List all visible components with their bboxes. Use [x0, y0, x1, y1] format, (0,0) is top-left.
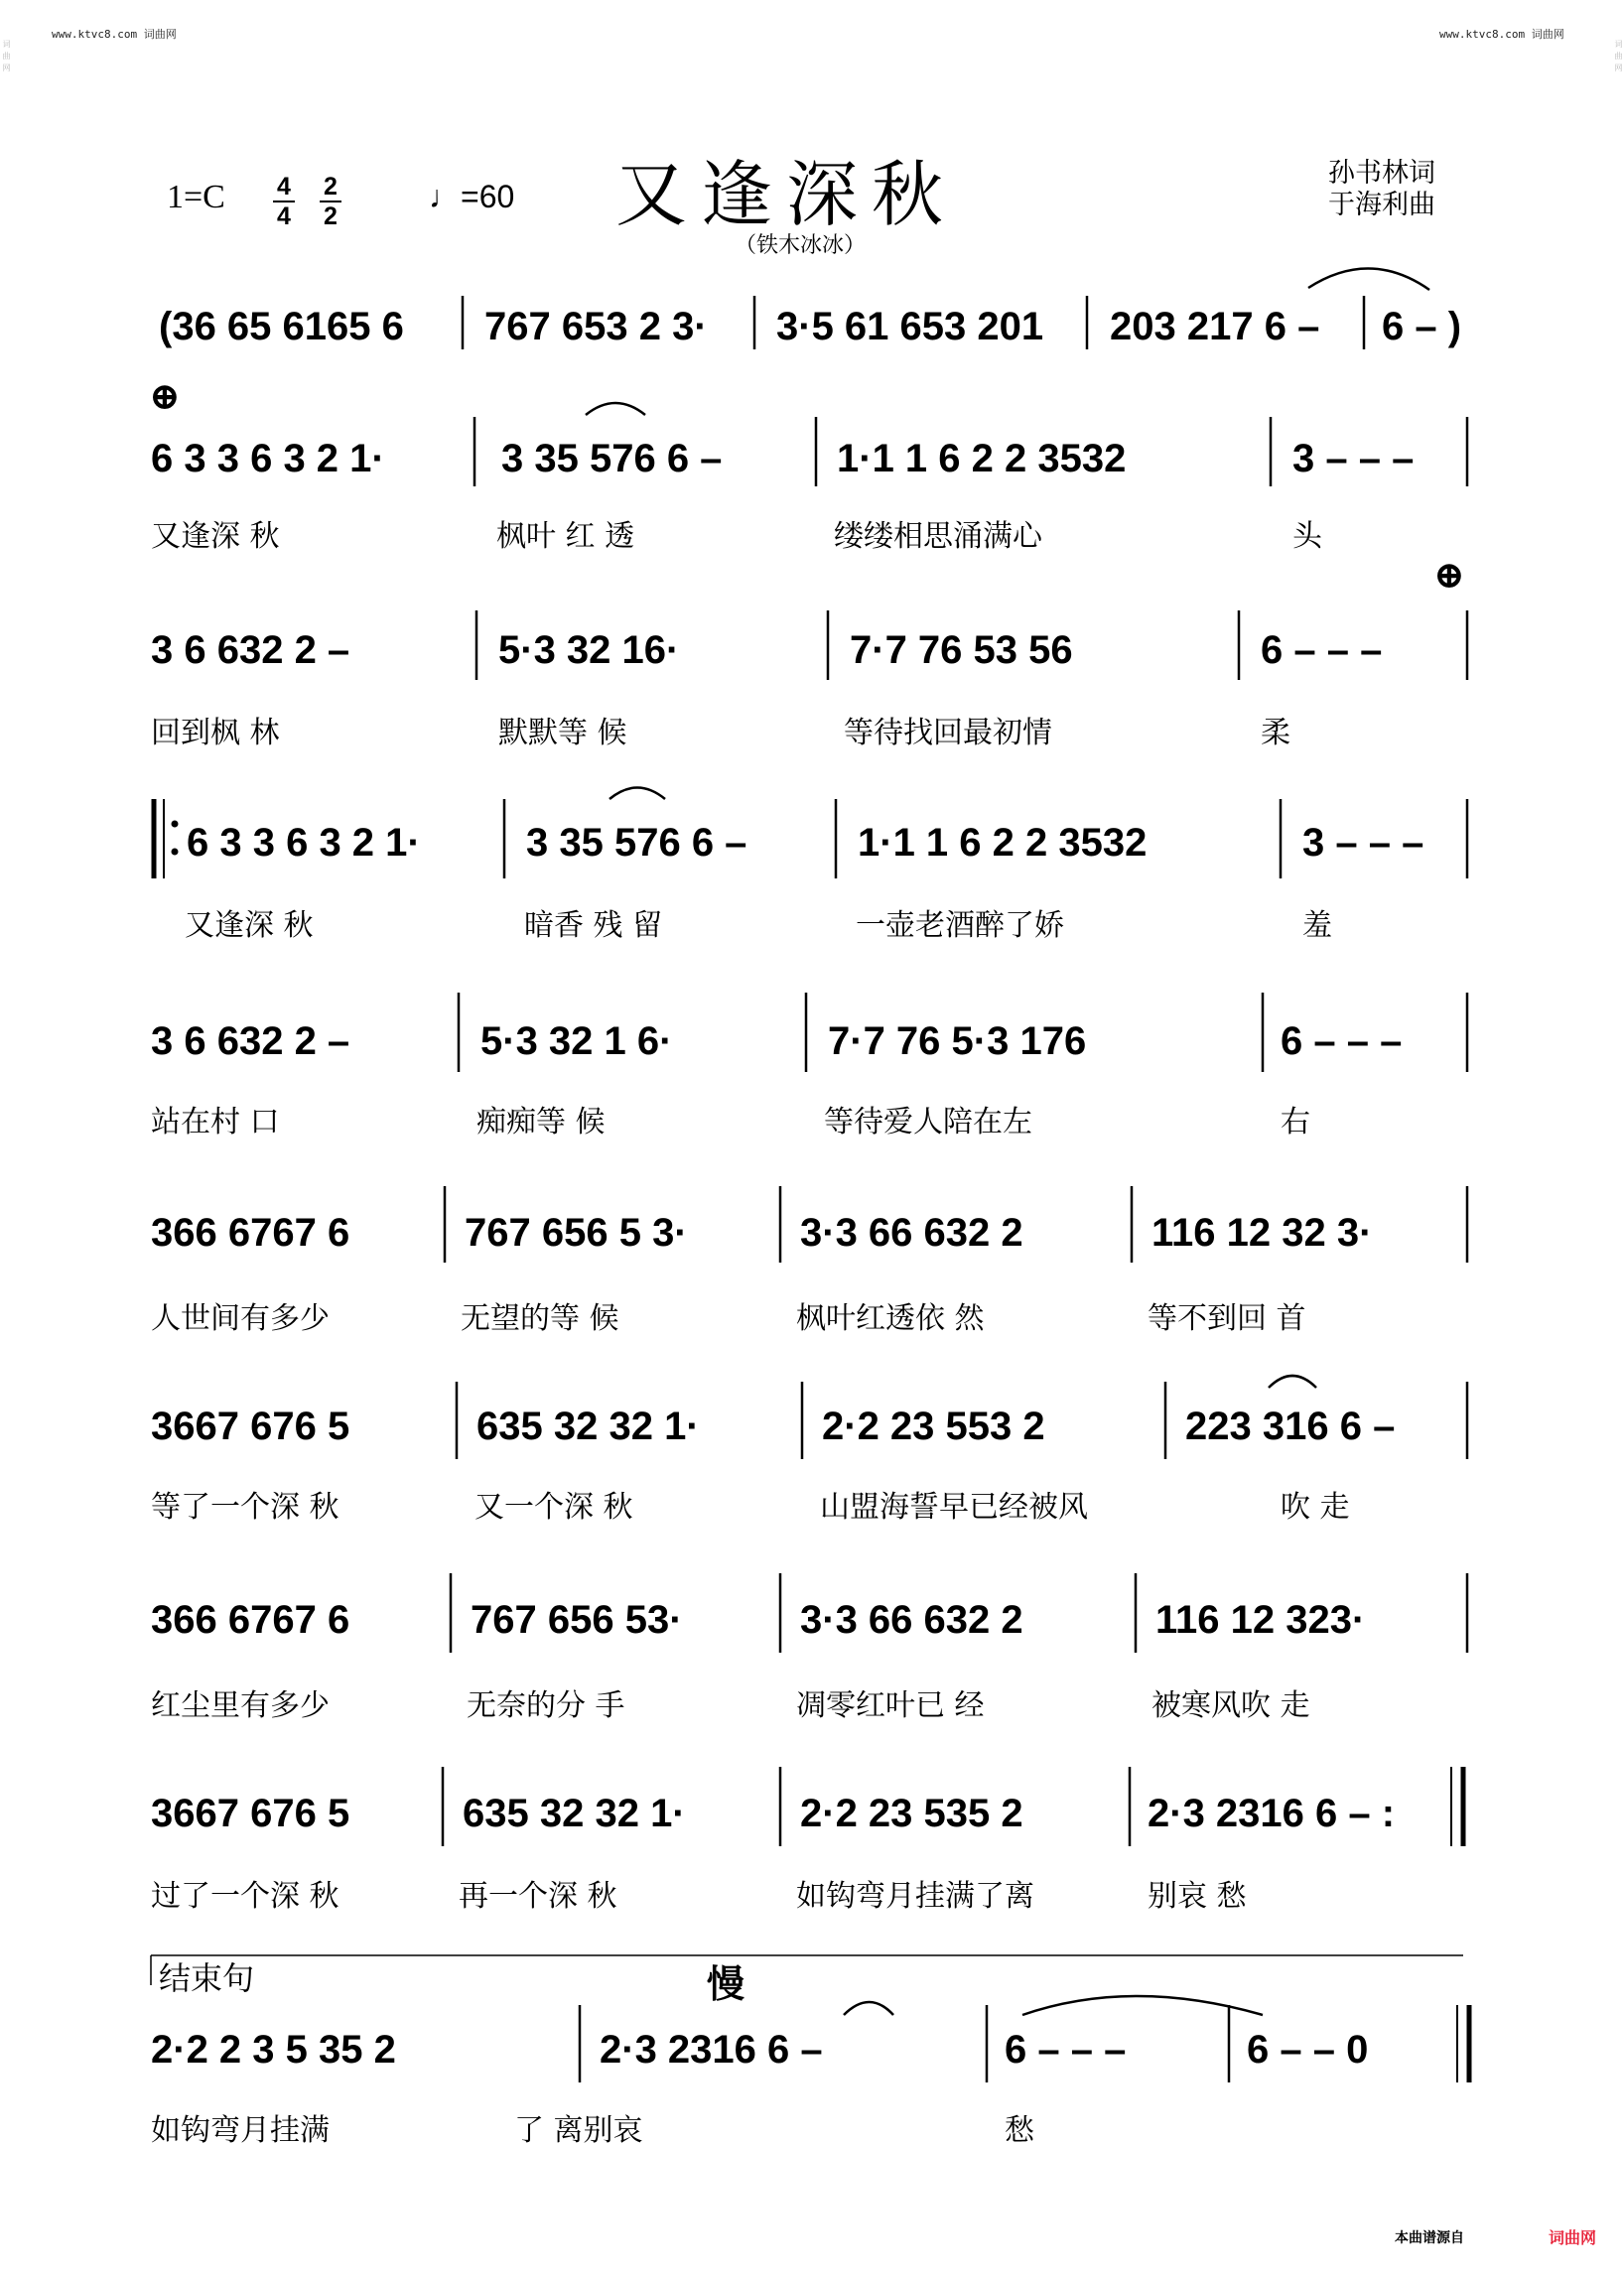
notes-measure: 767 656 5 3·: [465, 1211, 688, 1255]
lyrics-line: 无奈的分 手: [467, 1688, 625, 1723]
lyrics-line: 痴痴等 候: [476, 1105, 606, 1139]
footer-source-note: 本曲谱源自: [1395, 2230, 1464, 2246]
lyrics-line: 枫叶红透依 然: [796, 1301, 985, 1336]
notes-measure: 116 12 32 3·: [1151, 1211, 1373, 1255]
lyrics-line: 愁: [1005, 2113, 1034, 2148]
notes-measure: 223 316 6 –: [1185, 1405, 1396, 1448]
lyrics-line: 凋零红叶已 经: [796, 1688, 985, 1723]
tie-arc: [1308, 268, 1429, 290]
tempo-marking: ♩=60: [429, 179, 515, 214]
coda-sign: ⊕: [1433, 552, 1465, 597]
lyrics-line: 无望的等 候: [461, 1301, 619, 1336]
notes-measure: 2·3 2316 6 –: [600, 2028, 823, 2072]
notes-measure: 6 – – 0: [1247, 2028, 1369, 2072]
notes-measure: 1·1 1 6 2 2 3532: [837, 437, 1127, 480]
lyrics-line: 等待找回最初情: [844, 716, 1052, 750]
song-title: 又逢深秋: [615, 153, 958, 236]
system-7: [151, 1573, 1467, 1723]
system-1: [151, 403, 1467, 554]
lyrics-line: 暗香 残 留: [524, 908, 663, 943]
notes-measure: 5·3 32 16·: [498, 628, 680, 672]
lyrics-line: 人世间有多少: [151, 1301, 330, 1336]
notes-measure: 5·3 32 1 6·: [480, 1019, 673, 1063]
lyricist-credit: 孙书林词: [1328, 158, 1435, 189]
lyrics-line: 如钩弯月挂满: [151, 2113, 330, 2148]
notes-measure: 3667 676 5: [151, 1792, 350, 1835]
coda-sign: ⊕: [149, 373, 181, 418]
source-url-right[interactable]: www.ktvc8.com 词曲网: [1439, 28, 1564, 41]
notes-measure: 635 32 32 1·: [476, 1405, 700, 1448]
lyrics-line: 又逢深 秋: [151, 519, 280, 554]
notes-measure: 1·1 1 6 2 2 3532: [858, 821, 1148, 865]
notes-measure: 7·7 76 5·3 176: [828, 1019, 1087, 1063]
time-sig-2-numerator: 2: [324, 173, 338, 201]
notes-measure: 3667 676 5: [151, 1405, 350, 1448]
lyrics-line: 羞: [1302, 908, 1332, 943]
lyrics-line: 回到枫 林: [151, 716, 280, 750]
tie-arc: [586, 403, 645, 415]
tie-arc: [1022, 1996, 1263, 2015]
system-3: [154, 788, 1467, 944]
notes-measure: 6 3 3 6 3 2 1·: [187, 821, 421, 865]
notes-measure: 767 653 2 3·: [484, 305, 708, 348]
notes-measure: 2·3 2316 6 – :: [1148, 1792, 1396, 1835]
notes-measure: 3 35 576 6 –: [526, 821, 747, 865]
notes-measure: 3 – – –: [1292, 437, 1415, 480]
lyrics-line: 等了一个深 秋: [151, 1490, 339, 1525]
notes-measure: 203 217 6 –: [1110, 305, 1320, 348]
notes-measure: 6 – – –: [1005, 2028, 1127, 2072]
notes-measure: 366 6767 6: [151, 1211, 350, 1255]
notes-measure: 7·7 76 53 56: [850, 628, 1073, 672]
time-sig-2-denominator: 2: [324, 202, 338, 230]
lyrics-line: 又逢深 秋: [185, 908, 314, 943]
system-5: [151, 1186, 1467, 1336]
notes-measure: 6 – ): [1382, 305, 1462, 348]
song-subtitle: （铁木冰冰）: [735, 233, 867, 258]
lyrics-line: 枫叶 红 透: [496, 519, 635, 554]
lyrics-line: 吹 走: [1281, 1490, 1350, 1525]
side-watermark-left: 词曲网: [2, 40, 11, 75]
notes-measure: 3 6 632 2 –: [151, 628, 350, 672]
lyrics-line: 如钩弯月挂满了离: [796, 1879, 1034, 1914]
lyrics-line: 了 离别哀: [514, 2113, 643, 2148]
notes-measure: 3·3 66 632 2: [800, 1211, 1023, 1255]
lyrics-line: 等待爱人陪在左: [824, 1105, 1032, 1139]
notes-measure: 3·3 66 632 2: [800, 1598, 1023, 1642]
key-signature: 1=C: [167, 179, 225, 215]
notes-measure: 3 – – –: [1302, 821, 1424, 865]
tie-arc: [609, 788, 665, 800]
notes-measure: 2·2 23 535 2: [800, 1792, 1023, 1835]
lyrics-line: 别哀 愁: [1148, 1879, 1247, 1914]
notes-measure: 6 – – –: [1261, 628, 1383, 672]
lyrics-line: 右: [1281, 1105, 1310, 1139]
lyrics-line: 默默等 候: [498, 716, 627, 750]
system-intro: [159, 268, 1461, 349]
footer-logo[interactable]: 词曲网: [1549, 2228, 1597, 2247]
notes-measure: 366 6767 6: [151, 1598, 350, 1642]
ending-label: 结束句: [159, 1959, 255, 1997]
notes-measure: 3·5 61 653 201: [776, 305, 1044, 348]
system-9: [151, 1996, 1469, 2148]
tie-arc: [1269, 1376, 1316, 1388]
lyrics-line: 等不到回 首: [1148, 1301, 1306, 1336]
time-sig-1-denominator: 4: [277, 202, 291, 230]
lyrics-line: 山盟海誓早已经被风: [820, 1490, 1088, 1525]
lyrics-line: 柔: [1261, 716, 1290, 750]
notes-measure: 6 3 3 6 3 2 1·: [151, 437, 385, 480]
lyrics-line: 站在村 口: [151, 1105, 280, 1139]
notes-measure: 6 – – –: [1281, 1019, 1403, 1063]
system-6: [151, 1376, 1467, 1525]
notes-measure: 3 35 576 6 –: [501, 437, 723, 480]
lyrics-line: 被寒风吹 走: [1151, 1688, 1310, 1723]
system-8: [151, 1767, 1463, 1914]
notes-measure: 3 6 632 2 –: [151, 1019, 350, 1063]
composer-credit: 于海利曲: [1328, 190, 1435, 220]
notes-measure: 2·2 2 3 5 35 2: [151, 2028, 396, 2072]
notes-measure: (36 65 6165 6: [159, 305, 404, 348]
source-url-left[interactable]: www.ktvc8.com 词曲网: [52, 28, 177, 41]
lyrics-line: 头: [1292, 519, 1322, 554]
time-sig-1-numerator: 4: [277, 173, 291, 201]
slow-marking: 慢: [707, 1962, 745, 2006]
notes-measure: 116 12 323·: [1155, 1598, 1366, 1642]
lyrics-line: 过了一个深 秋: [151, 1879, 339, 1914]
notes-measure: 635 32 32 1·: [463, 1792, 686, 1835]
lyrics-line: 缕缕相思涌满心: [834, 519, 1042, 554]
side-watermark-right: 词曲网: [1614, 40, 1623, 75]
system-2: [151, 610, 1467, 750]
lyrics-line: 红尘里有多少: [151, 1688, 330, 1723]
notes-measure: 767 656 53·: [471, 1598, 683, 1642]
system-4: [151, 993, 1467, 1139]
lyrics-line: 又一个深 秋: [474, 1490, 633, 1525]
notes-measure: 2·2 23 553 2: [822, 1405, 1045, 1448]
lyrics-line: 再一个深 秋: [459, 1879, 617, 1914]
tie-arc: [844, 2002, 893, 2015]
lyrics-line: 一壶老酒醉了娇: [856, 908, 1064, 943]
